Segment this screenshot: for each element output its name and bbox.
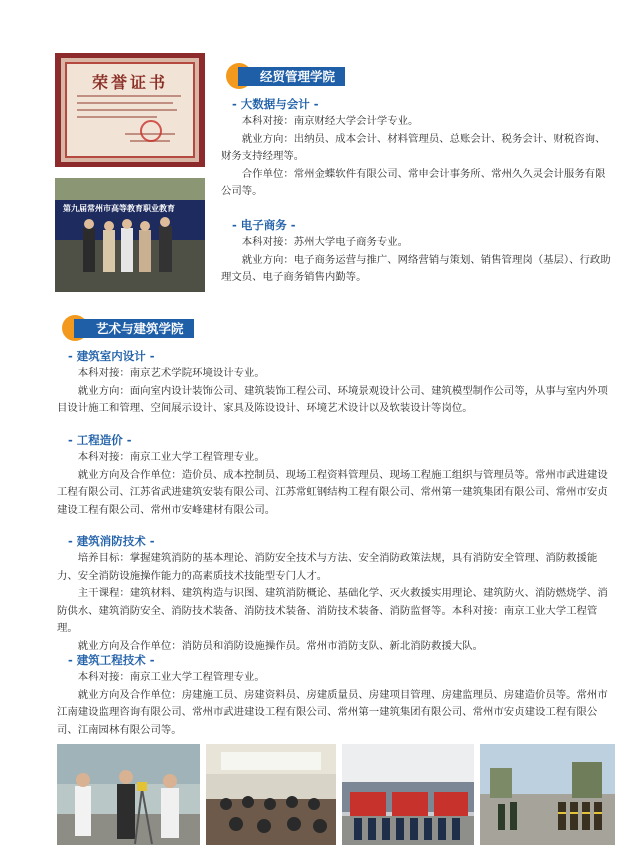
- section-title: 艺术与建筑学院: [74, 319, 194, 338]
- classroom-photo: [206, 744, 336, 845]
- body-paragraph: 本科对接：苏州大学电子商务专业。: [241, 236, 409, 248]
- surveying-practice-photo: [57, 744, 200, 845]
- body-paragraph: 本科对接：南京财经大学会计学专业。: [241, 115, 419, 127]
- major-body: [57, 669, 615, 739]
- body-paragraph: 培养目标：掌握建筑消防的基本理论、消防安全技术与方法、安全消防政策法规，具有消防安全管理、消防救援能力、安全消防设施操作能力的高素质技术技能型专门人才。: [57, 552, 598, 582]
- body-paragraph: 就业方向：出纳员、成本会计、材料管理员、总账会计、税务会计、财税咨询、财务支持经理等。: [221, 132, 606, 162]
- major-body: [221, 113, 613, 201]
- major-body: [57, 449, 615, 519]
- body-paragraph: 本科对接：南京工业大学工程管理专业。: [77, 451, 265, 463]
- major-heading: - 建筑室内设计 -: [68, 349, 155, 363]
- body-paragraph: 就业方向：电子商务运营与推广、网络营销与策划、销售管理岗（基层）、行政助理文员、电子商务销售内勤等。: [221, 253, 611, 283]
- body-paragraph: 本科对接：南京工业大学工程管理专业。: [77, 671, 265, 683]
- major-heading: - 建筑工程技术 -: [68, 653, 155, 667]
- major-body: [57, 365, 615, 418]
- firefighter-drill-photo: [480, 744, 615, 845]
- body-paragraph: 合作单位：常州金蝶软件有限公司、常申会计事务所、常州久久灵会计服务有限公司等。: [221, 167, 606, 197]
- major-heading: - 工程造价 -: [68, 433, 132, 447]
- body-paragraph: 就业方向及合作单位：消防员和消防设施操作员。常州市消防支队、新北消防救援大队。: [77, 639, 484, 652]
- major-heading: - 电子商务 -: [232, 218, 296, 232]
- section-badge-economics: [226, 63, 376, 89]
- body-paragraph: 主干课程：建筑材料、建筑构造与识图、建筑消防概论、基础化学、灭火救援实用理论、建筑防火、消防燃烧学、消防供水、建筑消防安全、消防技术装备、消防技术装备、消防技术装备、消防监督等。本科对接：南京工业大学工程管理。: [57, 587, 608, 634]
- event-banner-text: 第九届常州市高等教育职业教育: [63, 204, 175, 213]
- award-ceremony-photo: [55, 178, 205, 292]
- body-paragraph: 本科对接：南京艺术学院环境设计专业。: [77, 367, 265, 379]
- major-heading: - 大数据与会计 -: [232, 97, 319, 111]
- body-paragraph: 就业方向及合作单位：造价员、成本控制员、现场工程资料管理员、现场工程施工组织与管理员等。常州市武进建设工程有限公司、江苏省武进建筑安装有限公司、江苏常虹钢结构工程有限公司、常州第一建筑集团有限公司、常州市安贞建设工程有限公司、常州市安峰建材有限公司。: [57, 468, 608, 516]
- body-paragraph: 就业方向及合作单位：房建施工员、房建资料员、房建质量员、房建项目管理、房建监理员、房建造价员等。常州市江南建设监理咨询有限公司、常州市武进建设工程有限公司、常州第一建筑集团有限公司、常州市安贞建设工程有限公司、江南园林有限公司等。: [57, 688, 608, 736]
- major-heading: - 建筑消防技术 -: [68, 534, 155, 548]
- major-body: [221, 234, 613, 287]
- section-title: 经贸管理学院: [238, 67, 345, 86]
- section-badge-art-architecture: [62, 315, 232, 341]
- certificate-photo: [55, 53, 205, 167]
- fire-station-photo: [342, 744, 474, 845]
- body-paragraph: 就业方向：面向室内设计装饰公司、建筑装饰工程公司、环境景观设计公司、建筑模型制作公司等，从事与室内外项目设计施工和管理、空间展示设计、家具及陈设设计、环境艺术设计以及软装设计等岗位。: [57, 384, 608, 414]
- major-body: [57, 550, 615, 655]
- certificate-title: 荣誉证书: [91, 73, 168, 92]
